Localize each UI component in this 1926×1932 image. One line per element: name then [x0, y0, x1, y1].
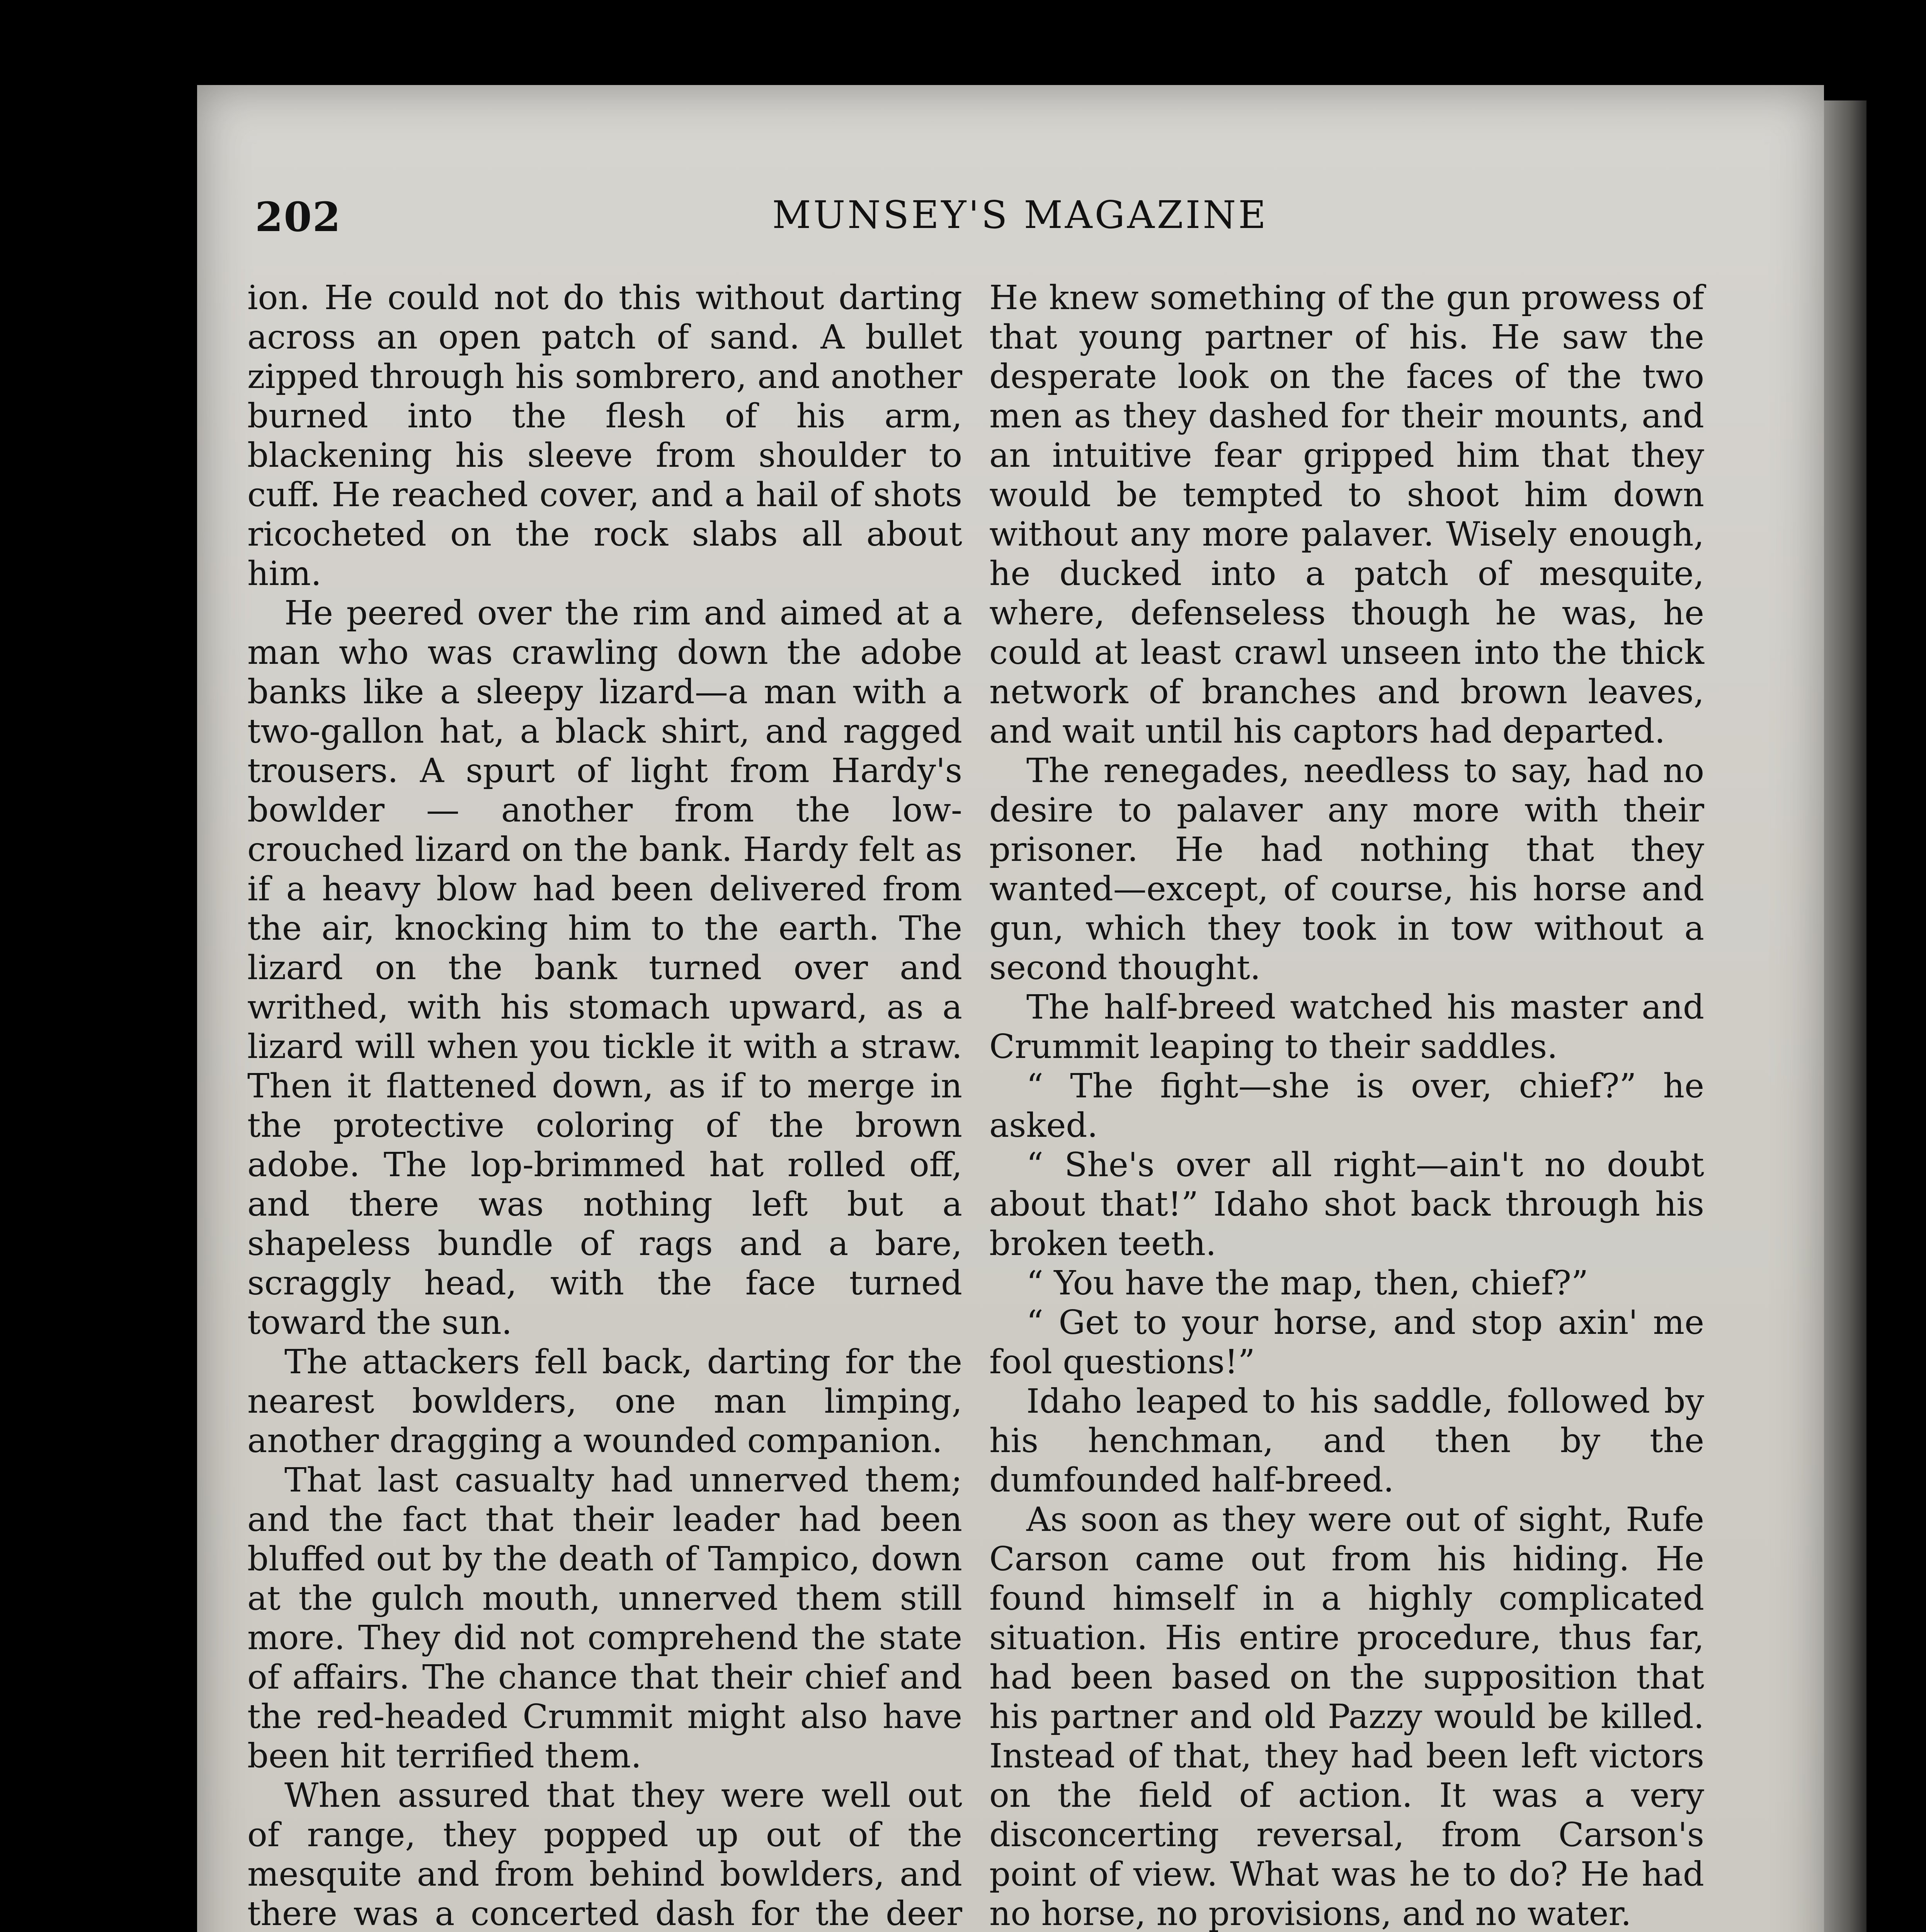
paragraph: As soon as they were out of sight, Rufe Carson came out from his hiding. He found himself in a highly complicated situation. His entire procedure, thus far, had been based on the supposition that his partner and old Pazzy would be killed. Instead of that, they had been left victors on the field of action. It was a very disconcerting reversal, from Carson's point of view. What was he to do? He had no horse, no provisions, and no water. — [989, 1500, 1704, 1932]
paragraph: He peered over the rim and aimed at a man who was crawling down the adobe banks like a sleepy lizard—a man with a two-gallon hat, a black shirt, and ragged trousers. A spurt of light from Hardy's bowlder — another from the low-crouched lizard on the bank. Hardy felt as if a heavy blow had been delivered from the air, knocking him to the earth. The lizard on the bank turned over and writhed, with his stomach upward, as a lizard will when you tickle it with a straw. Then it flattened down, as if to merge in the protective coloring of the brown adobe. The lop-brimmed hat rolled off, and there was nothing left but a shapeless bundle of rags and a bare, scraggly head, with the face turned toward the sun. — [247, 594, 962, 1342]
next-page-edge — [1824, 100, 1866, 1932]
paragraph: “ The fight—she is over, chief?” he asked. — [989, 1067, 1704, 1145]
left-column — [247, 278, 962, 1932]
paragraph: ion. He could not do this without darting across an open patch of sand. A bullet zipped through his sombrero, and another burned into the flesh of his arm, blackening his sleeve from shoulder to cuff. He reached cover, and a hail of shots ricocheted on the rock slabs all about him. — [247, 279, 962, 593]
paragraph: The attackers fell back, darting for the nearest bowlders, one man limping, another dragging a wounded companion. — [247, 1343, 962, 1460]
paragraph: “ Get to your horse, and stop axin' me fool questions!” — [989, 1303, 1704, 1381]
paragraph: The renegades, needless to say, had no desire to palaver any more with their prisoner. He had nothing that they wanted—except, of course, his horse and gun, which they took in tow without a second thought. — [989, 752, 1704, 987]
running-head: MUNSEY'S MAGAZINE — [772, 193, 1268, 237]
paragraph: The half-breed watched his master and Crummit leaping to their saddles. — [989, 988, 1704, 1066]
right-column — [989, 278, 1704, 1932]
page-number: 202 — [255, 193, 342, 241]
paragraph: Idaho leaped to his saddle, followed by his henchman, and then by the dumfounded half-breed. — [989, 1382, 1704, 1500]
paragraph: That last casualty had unnerved them; and the fact that their leader had been bluffed out by the death of Tampico, down at the gulch mouth, unnerved them still more. They did not comprehend the state of affairs. The chance that their chief and the red-headed Crummit might also have been hit terrified them. — [247, 1461, 962, 1776]
paragraph: When assured that they were well out of range, they popped up out of the mesquite and from behind bowlders, and there was a concerted dash for the deer — [247, 1776, 962, 1932]
paragraph: He knew something of the gun prowess of that young partner of his. He saw the desperate look on the faces of the two men as they dashed for their mounts, and an intuitive fear gripped him that they would be tempted to shoot him down without any more palaver. Wisely enough, he ducked into a patch of mesquite, where, defenseless though he was, he could at least crawl unseen into the thick network of branches and brown leaves, and wait until his captors had departed. — [989, 279, 1704, 751]
paragraph: “ You have the map, then, chief?” — [1026, 1264, 1589, 1303]
paragraph: “ She's over all right—ain't no doubt about that!” Idaho shot back through his broken teeth. — [989, 1146, 1704, 1263]
page-header — [255, 193, 1785, 240]
